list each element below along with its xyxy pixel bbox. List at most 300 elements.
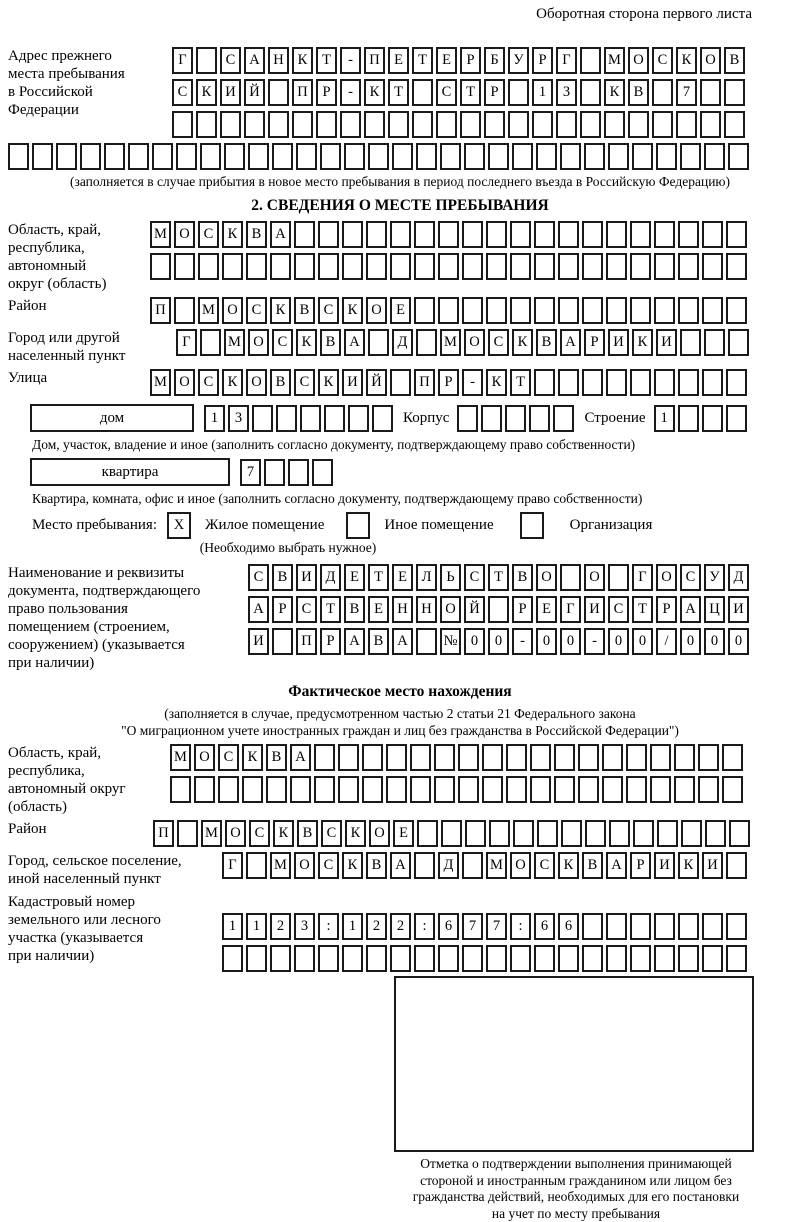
char-box[interactable]: [56, 143, 77, 170]
char-box[interactable]: О: [225, 820, 246, 847]
char-box[interactable]: С: [652, 47, 673, 74]
char-box[interactable]: Т: [412, 47, 433, 74]
char-box[interactable]: С: [218, 744, 239, 771]
char-box[interactable]: [726, 852, 747, 879]
char-box[interactable]: Н: [392, 596, 413, 623]
char-box[interactable]: [726, 945, 747, 972]
char-box[interactable]: [246, 852, 267, 879]
char-box[interactable]: [338, 744, 359, 771]
char-box[interactable]: [264, 459, 285, 486]
char-box[interactable]: [486, 253, 507, 280]
char-box[interactable]: [585, 820, 606, 847]
char-box[interactable]: 2: [270, 913, 291, 940]
char-box[interactable]: И: [584, 596, 605, 623]
char-box[interactable]: [300, 405, 321, 432]
char-box[interactable]: [554, 744, 575, 771]
char-box[interactable]: В: [366, 852, 387, 879]
char-box[interactable]: [290, 776, 311, 803]
char-box[interactable]: О: [510, 852, 531, 879]
char-box[interactable]: П: [153, 820, 174, 847]
char-box[interactable]: В: [512, 564, 533, 591]
char-box[interactable]: [558, 945, 579, 972]
char-box[interactable]: [698, 744, 719, 771]
char-box[interactable]: [608, 143, 629, 170]
char-box[interactable]: [152, 143, 173, 170]
char-box[interactable]: [532, 111, 553, 138]
char-box[interactable]: 1: [246, 913, 267, 940]
char-box[interactable]: -: [340, 47, 361, 74]
char-box[interactable]: [438, 253, 459, 280]
char-box[interactable]: 2: [366, 913, 387, 940]
char-box[interactable]: [196, 111, 217, 138]
char-box[interactable]: У: [508, 47, 529, 74]
char-box[interactable]: 3: [294, 913, 315, 940]
char-box[interactable]: С: [464, 564, 485, 591]
char-box[interactable]: К: [558, 852, 579, 879]
char-box[interactable]: 1: [532, 79, 553, 106]
char-box[interactable]: -: [584, 628, 605, 655]
char-box[interactable]: [654, 913, 675, 940]
char-box[interactable]: [558, 297, 579, 324]
char-box[interactable]: К: [604, 79, 625, 106]
char-box[interactable]: И: [728, 596, 749, 623]
char-box[interactable]: [558, 253, 579, 280]
char-box[interactable]: [344, 143, 365, 170]
char-box[interactable]: В: [344, 596, 365, 623]
char-box[interactable]: Е: [393, 820, 414, 847]
char-box[interactable]: [626, 744, 647, 771]
char-box[interactable]: 6: [558, 913, 579, 940]
char-box[interactable]: К: [242, 744, 263, 771]
char-box[interactable]: А: [270, 221, 291, 248]
char-box[interactable]: [272, 143, 293, 170]
char-box[interactable]: [218, 776, 239, 803]
char-box[interactable]: К: [196, 79, 217, 106]
char-box[interactable]: [324, 405, 345, 432]
char-box[interactable]: К: [270, 297, 291, 324]
char-box[interactable]: [561, 820, 582, 847]
char-box[interactable]: [704, 329, 725, 356]
char-box[interactable]: [220, 111, 241, 138]
char-box[interactable]: [128, 143, 149, 170]
char-box[interactable]: А: [344, 329, 365, 356]
char-box[interactable]: [726, 405, 747, 432]
char-box[interactable]: [414, 852, 435, 879]
char-box[interactable]: [556, 111, 577, 138]
char-box[interactable]: В: [266, 744, 287, 771]
char-box[interactable]: [674, 776, 695, 803]
char-box[interactable]: [678, 297, 699, 324]
char-box[interactable]: [318, 945, 339, 972]
char-box[interactable]: Т: [316, 47, 337, 74]
char-box[interactable]: Е: [392, 564, 413, 591]
char-box[interactable]: [414, 221, 435, 248]
char-box[interactable]: [464, 143, 485, 170]
char-box[interactable]: [268, 79, 289, 106]
char-box[interactable]: :: [414, 913, 435, 940]
char-box[interactable]: Р: [320, 628, 341, 655]
char-box[interactable]: О: [464, 329, 485, 356]
char-box[interactable]: [242, 776, 263, 803]
char-box[interactable]: [560, 143, 581, 170]
char-box[interactable]: Ц: [704, 596, 725, 623]
char-box[interactable]: [680, 329, 701, 356]
char-box[interactable]: [580, 47, 601, 74]
char-box[interactable]: [582, 945, 603, 972]
char-box[interactable]: 7: [676, 79, 697, 106]
char-box[interactable]: [486, 221, 507, 248]
char-box[interactable]: К: [676, 47, 697, 74]
char-box[interactable]: [340, 111, 361, 138]
char-box[interactable]: [342, 253, 363, 280]
char-box[interactable]: [508, 111, 529, 138]
char-box[interactable]: [414, 253, 435, 280]
char-box[interactable]: Л: [416, 564, 437, 591]
char-box[interactable]: [440, 143, 461, 170]
char-box[interactable]: Т: [388, 79, 409, 106]
char-box[interactable]: [362, 776, 383, 803]
char-box[interactable]: К: [486, 369, 507, 396]
char-box[interactable]: Е: [344, 564, 365, 591]
char-box[interactable]: С: [680, 564, 701, 591]
char-box[interactable]: [606, 945, 627, 972]
char-box[interactable]: С: [436, 79, 457, 106]
char-box[interactable]: [654, 221, 675, 248]
char-box[interactable]: [200, 143, 221, 170]
char-box[interactable]: [584, 143, 605, 170]
char-box[interactable]: В: [724, 47, 745, 74]
checkbox-organization[interactable]: [520, 512, 544, 539]
char-box[interactable]: [652, 111, 673, 138]
char-box[interactable]: [314, 776, 335, 803]
char-box[interactable]: [582, 221, 603, 248]
char-box[interactable]: [678, 369, 699, 396]
char-box[interactable]: [276, 405, 297, 432]
char-box[interactable]: [482, 744, 503, 771]
char-box[interactable]: [537, 820, 558, 847]
char-box[interactable]: И: [608, 329, 629, 356]
char-box[interactable]: [654, 253, 675, 280]
char-box[interactable]: Р: [316, 79, 337, 106]
char-box[interactable]: [554, 776, 575, 803]
char-box[interactable]: [678, 913, 699, 940]
char-box[interactable]: -: [512, 628, 533, 655]
char-box[interactable]: [678, 253, 699, 280]
char-box[interactable]: П: [414, 369, 435, 396]
char-box[interactable]: 1: [222, 913, 243, 940]
char-box[interactable]: [342, 945, 363, 972]
char-box[interactable]: А: [680, 596, 701, 623]
char-box[interactable]: [170, 776, 191, 803]
char-box[interactable]: [294, 253, 315, 280]
char-box[interactable]: У: [704, 564, 725, 591]
char-box[interactable]: Р: [532, 47, 553, 74]
char-box[interactable]: О: [369, 820, 390, 847]
char-box[interactable]: К: [273, 820, 294, 847]
char-box[interactable]: [366, 221, 387, 248]
char-box[interactable]: О: [584, 564, 605, 591]
char-box[interactable]: [650, 744, 671, 771]
char-box[interactable]: С: [272, 329, 293, 356]
char-box[interactable]: О: [174, 369, 195, 396]
char-box[interactable]: В: [246, 221, 267, 248]
char-box[interactable]: 0: [608, 628, 629, 655]
char-box[interactable]: [484, 111, 505, 138]
char-box[interactable]: [702, 405, 723, 432]
char-box[interactable]: [609, 820, 630, 847]
char-box[interactable]: [722, 776, 743, 803]
char-box[interactable]: [654, 945, 675, 972]
char-box[interactable]: [438, 945, 459, 972]
char-box[interactable]: Р: [584, 329, 605, 356]
char-box[interactable]: М: [201, 820, 222, 847]
char-box[interactable]: Т: [632, 596, 653, 623]
char-box[interactable]: 0: [464, 628, 485, 655]
char-box[interactable]: [512, 143, 533, 170]
char-box[interactable]: А: [344, 628, 365, 655]
char-box[interactable]: [678, 945, 699, 972]
char-box[interactable]: В: [536, 329, 557, 356]
char-box[interactable]: [558, 221, 579, 248]
char-box[interactable]: [252, 405, 273, 432]
char-box[interactable]: Г: [172, 47, 193, 74]
char-box[interactable]: С: [220, 47, 241, 74]
char-box[interactable]: С: [198, 221, 219, 248]
char-box[interactable]: Г: [560, 596, 581, 623]
char-box[interactable]: [702, 297, 723, 324]
char-box[interactable]: [726, 913, 747, 940]
char-box[interactable]: [534, 253, 555, 280]
char-box[interactable]: О: [656, 564, 677, 591]
char-box[interactable]: [630, 253, 651, 280]
char-box[interactable]: [465, 820, 486, 847]
char-box[interactable]: [416, 143, 437, 170]
char-box[interactable]: [266, 776, 287, 803]
char-box[interactable]: 1: [204, 405, 225, 432]
char-box[interactable]: 2: [390, 913, 411, 940]
char-box[interactable]: [534, 297, 555, 324]
char-box[interactable]: 0: [704, 628, 725, 655]
char-box[interactable]: Т: [368, 564, 389, 591]
char-box[interactable]: Е: [436, 47, 457, 74]
char-box[interactable]: [510, 253, 531, 280]
char-box[interactable]: И: [702, 852, 723, 879]
char-box[interactable]: [414, 945, 435, 972]
char-box[interactable]: [368, 143, 389, 170]
char-box[interactable]: Б: [484, 47, 505, 74]
char-box[interactable]: [372, 405, 393, 432]
char-box[interactable]: [294, 945, 315, 972]
char-box[interactable]: [32, 143, 53, 170]
char-box[interactable]: В: [270, 369, 291, 396]
char-box[interactable]: :: [318, 913, 339, 940]
char-box[interactable]: В: [294, 297, 315, 324]
char-box[interactable]: В: [297, 820, 318, 847]
char-box[interactable]: [390, 253, 411, 280]
char-box[interactable]: [224, 143, 245, 170]
char-box[interactable]: [482, 776, 503, 803]
char-box[interactable]: [510, 221, 531, 248]
apartment-type-box[interactable]: квартира: [30, 458, 230, 486]
char-box[interactable]: 0: [728, 628, 749, 655]
char-box[interactable]: [194, 776, 215, 803]
char-box[interactable]: О: [536, 564, 557, 591]
char-box[interactable]: М: [440, 329, 461, 356]
char-box[interactable]: [486, 945, 507, 972]
char-box[interactable]: Е: [368, 596, 389, 623]
char-box[interactable]: /: [656, 628, 677, 655]
char-box[interactable]: [626, 776, 647, 803]
char-box[interactable]: [386, 744, 407, 771]
char-box[interactable]: [150, 253, 171, 280]
char-box[interactable]: Ь: [440, 564, 461, 591]
char-box[interactable]: [702, 253, 723, 280]
char-box[interactable]: Е: [390, 297, 411, 324]
char-box[interactable]: [702, 369, 723, 396]
char-box[interactable]: О: [246, 369, 267, 396]
char-box[interactable]: С: [296, 596, 317, 623]
char-box[interactable]: [657, 820, 678, 847]
char-box[interactable]: [582, 297, 603, 324]
char-box[interactable]: 0: [632, 628, 653, 655]
char-box[interactable]: [702, 221, 723, 248]
char-box[interactable]: [698, 776, 719, 803]
char-box[interactable]: [320, 143, 341, 170]
char-box[interactable]: [602, 744, 623, 771]
char-box[interactable]: П: [150, 297, 171, 324]
char-box[interactable]: [177, 820, 198, 847]
char-box[interactable]: В: [320, 329, 341, 356]
char-box[interactable]: [416, 329, 437, 356]
char-box[interactable]: [390, 945, 411, 972]
char-box[interactable]: [604, 111, 625, 138]
char-box[interactable]: И: [654, 852, 675, 879]
char-box[interactable]: [582, 369, 603, 396]
char-box[interactable]: [724, 79, 745, 106]
char-box[interactable]: [296, 143, 317, 170]
char-box[interactable]: [80, 143, 101, 170]
char-box[interactable]: [412, 111, 433, 138]
char-box[interactable]: О: [174, 221, 195, 248]
char-box[interactable]: К: [292, 47, 313, 74]
char-box[interactable]: Т: [320, 596, 341, 623]
char-box[interactable]: К: [512, 329, 533, 356]
char-box[interactable]: М: [150, 369, 171, 396]
char-box[interactable]: Г: [632, 564, 653, 591]
char-box[interactable]: [728, 329, 749, 356]
char-box[interactable]: [316, 111, 337, 138]
char-box[interactable]: Й: [464, 596, 485, 623]
char-box[interactable]: [436, 111, 457, 138]
char-box[interactable]: 7: [240, 459, 261, 486]
char-box[interactable]: А: [248, 596, 269, 623]
char-box[interactable]: [488, 143, 509, 170]
char-box[interactable]: Н: [268, 47, 289, 74]
char-box[interactable]: [630, 945, 651, 972]
char-box[interactable]: В: [368, 628, 389, 655]
char-box[interactable]: О: [248, 329, 269, 356]
char-box[interactable]: [676, 111, 697, 138]
char-box[interactable]: №: [440, 628, 461, 655]
char-box[interactable]: [632, 143, 653, 170]
char-box[interactable]: [630, 369, 651, 396]
char-box[interactable]: Д: [320, 564, 341, 591]
char-box[interactable]: К: [342, 297, 363, 324]
char-box[interactable]: [486, 297, 507, 324]
char-box[interactable]: [338, 776, 359, 803]
char-box[interactable]: [244, 111, 265, 138]
char-box[interactable]: [8, 143, 29, 170]
char-box[interactable]: [702, 913, 723, 940]
char-box[interactable]: [728, 143, 749, 170]
char-box[interactable]: С: [248, 564, 269, 591]
char-box[interactable]: Т: [488, 564, 509, 591]
char-box[interactable]: [506, 744, 527, 771]
char-box[interactable]: С: [294, 369, 315, 396]
char-box[interactable]: И: [296, 564, 317, 591]
char-box[interactable]: [462, 253, 483, 280]
checkbox-other-premises[interactable]: [346, 512, 370, 539]
char-box[interactable]: 0: [680, 628, 701, 655]
char-box[interactable]: С: [321, 820, 342, 847]
char-box[interactable]: О: [294, 852, 315, 879]
char-box[interactable]: [606, 221, 627, 248]
char-box[interactable]: [529, 405, 550, 432]
char-box[interactable]: [729, 820, 750, 847]
char-box[interactable]: С: [172, 79, 193, 106]
char-box[interactable]: Е: [388, 47, 409, 74]
char-box[interactable]: Д: [438, 852, 459, 879]
char-box[interactable]: [580, 111, 601, 138]
char-box[interactable]: [606, 369, 627, 396]
char-box[interactable]: -: [462, 369, 483, 396]
char-box[interactable]: [366, 253, 387, 280]
char-box[interactable]: [678, 221, 699, 248]
char-box[interactable]: [582, 913, 603, 940]
char-box[interactable]: С: [246, 297, 267, 324]
char-box[interactable]: [434, 744, 455, 771]
char-box[interactable]: [272, 628, 293, 655]
char-box[interactable]: [318, 253, 339, 280]
char-box[interactable]: [417, 820, 438, 847]
char-box[interactable]: [656, 143, 677, 170]
char-box[interactable]: 3: [556, 79, 577, 106]
char-box[interactable]: [726, 369, 747, 396]
char-box[interactable]: К: [345, 820, 366, 847]
char-box[interactable]: А: [392, 628, 413, 655]
char-box[interactable]: [462, 221, 483, 248]
char-box[interactable]: [386, 776, 407, 803]
char-box[interactable]: [608, 564, 629, 591]
char-box[interactable]: [441, 820, 462, 847]
char-box[interactable]: [633, 820, 654, 847]
char-box[interactable]: Р: [460, 47, 481, 74]
char-box[interactable]: [654, 369, 675, 396]
char-box[interactable]: [174, 297, 195, 324]
char-box[interactable]: [410, 776, 431, 803]
char-box[interactable]: [366, 945, 387, 972]
char-box[interactable]: [462, 852, 483, 879]
char-box[interactable]: Р: [272, 596, 293, 623]
char-box[interactable]: М: [224, 329, 245, 356]
char-box[interactable]: [578, 744, 599, 771]
char-box[interactable]: [488, 596, 509, 623]
char-box[interactable]: [457, 405, 478, 432]
char-box[interactable]: К: [222, 221, 243, 248]
char-box[interactable]: 0: [536, 628, 557, 655]
char-box[interactable]: [392, 143, 413, 170]
char-box[interactable]: М: [486, 852, 507, 879]
